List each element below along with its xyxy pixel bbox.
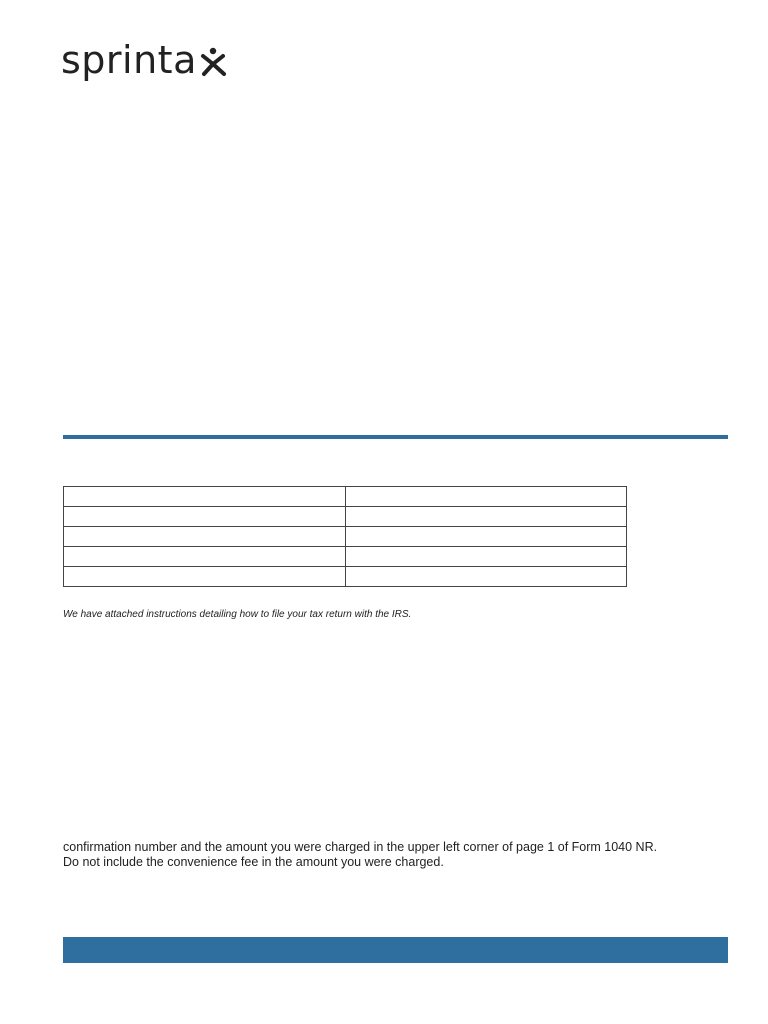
table-cell-value (346, 567, 627, 587)
table-cell-value (346, 507, 627, 527)
sprintax-logo (61, 32, 228, 80)
table-cell-value (346, 487, 627, 507)
table-cell-label (64, 507, 346, 527)
payment-instructions (63, 840, 723, 870)
instructions-note: We have attached instructions detailing how to file your tax return with the IRS. (63, 609, 412, 620)
footer-bar (63, 937, 728, 963)
logo-wordmark: sprinta (61, 38, 197, 82)
instruction-line: Do not include the convenience fee in the amount you were charged. (63, 855, 444, 869)
table-cell-label (64, 527, 346, 547)
table-cell-label (64, 567, 346, 587)
table-row (64, 487, 627, 507)
table-cell-value (346, 527, 627, 547)
table-cell-value (346, 547, 627, 567)
table-cell-label (64, 487, 346, 507)
table-row (64, 527, 627, 547)
section-divider (63, 435, 728, 439)
table-cell-label (64, 547, 346, 567)
table-row (64, 507, 627, 527)
person-x-icon (198, 40, 228, 80)
table-row (64, 547, 627, 567)
table-row (64, 567, 627, 587)
instruction-line: confirmation number and the amount you were charged in the upper left corner of page 1 of Form 1040 NR. (63, 840, 658, 854)
details-table (63, 486, 627, 587)
